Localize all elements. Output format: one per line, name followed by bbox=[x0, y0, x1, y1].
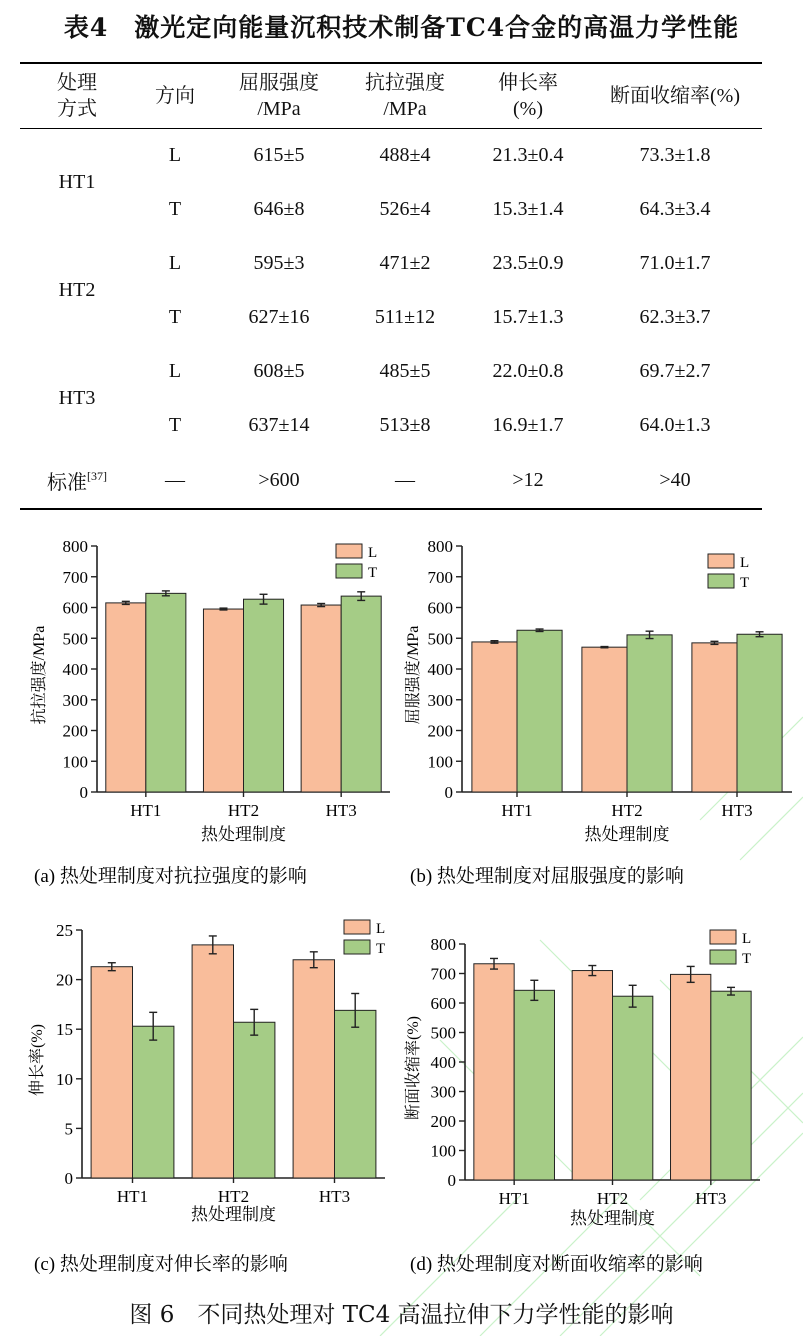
y-tick-label: 700 bbox=[427, 567, 453, 587]
x-tick-label: HT2 bbox=[217, 1187, 250, 1206]
legend-label-L: L bbox=[376, 921, 386, 937]
bar-L-HT2 bbox=[572, 971, 612, 1180]
table-title: 表4 激光定向能量沉积技术制备TC4合金的高温力学性能 bbox=[63, 13, 740, 42]
legend-label-T: T bbox=[740, 575, 750, 591]
x-tick-label: HT3 bbox=[721, 801, 753, 820]
cell-yield: 608±5 bbox=[253, 359, 305, 382]
bar-T-HT1 bbox=[517, 630, 562, 792]
cell-reduction: 64.0±1.3 bbox=[639, 413, 711, 436]
panel-caption: (a) 热处理制度对抗拉强度的影响 bbox=[34, 866, 307, 887]
y-tick-label: 500 bbox=[427, 629, 453, 649]
legend-label-T: T bbox=[376, 941, 386, 957]
chart-d-reduction bbox=[400, 910, 803, 1290]
panel-caption: (c) 热处理制度对伸长率的影响 bbox=[34, 1254, 288, 1275]
table-row bbox=[20, 344, 762, 398]
x-tick-label: HT2 bbox=[596, 1189, 629, 1208]
header-reduction: 断面收缩率(%) bbox=[588, 64, 762, 128]
y-tick-label: 800 bbox=[430, 935, 456, 954]
table-header-row bbox=[20, 64, 762, 128]
header-tensile: 抗拉强度 /MPa bbox=[342, 64, 468, 128]
cell-tensile: 511±12 bbox=[374, 305, 436, 328]
cell-tensile: 471±2 bbox=[379, 251, 431, 274]
y-tick-label: 600 bbox=[62, 598, 88, 618]
y-tick-label: 100 bbox=[427, 752, 453, 772]
y-axis-label: 抗拉强度/MPa bbox=[31, 625, 48, 725]
bar-L-HT1 bbox=[472, 642, 517, 792]
cell-tensile: — bbox=[395, 468, 415, 491]
cell-elongation: 15.3±1.4 bbox=[492, 197, 564, 220]
x-tick-label: HT1 bbox=[501, 801, 533, 820]
y-tick-label: 600 bbox=[430, 994, 456, 1013]
cell-direction: L bbox=[168, 143, 182, 166]
bar-L-HT2 bbox=[192, 945, 233, 1178]
table-row bbox=[20, 128, 762, 182]
legend-swatch-L bbox=[336, 544, 362, 558]
standard-row bbox=[20, 452, 762, 508]
bar-L-HT1 bbox=[91, 967, 132, 1178]
y-tick-label: 15 bbox=[56, 1020, 73, 1040]
y-axis-label: 屈服强度/MPa bbox=[405, 625, 422, 725]
bar-L-HT3 bbox=[301, 605, 341, 792]
y-tick-label: 400 bbox=[430, 1053, 456, 1072]
panel-caption: (d) 热处理制度对断面收缩率的影响 bbox=[410, 1254, 703, 1275]
chart-a-tensile bbox=[0, 530, 400, 890]
bar-L-HT2 bbox=[203, 609, 243, 792]
cell-yield: 615±5 bbox=[253, 143, 305, 166]
x-tick-label: HT3 bbox=[318, 1187, 351, 1206]
chart-c-elongation bbox=[0, 910, 400, 1290]
bar-T-HT2 bbox=[234, 1022, 275, 1178]
x-tick-label: HT3 bbox=[325, 801, 357, 820]
y-tick-label: 25 bbox=[56, 921, 73, 940]
bar-T-HT3 bbox=[711, 991, 751, 1180]
y-tick-label: 10 bbox=[56, 1069, 73, 1089]
cell-elongation: 22.0±0.8 bbox=[492, 359, 564, 382]
bar-T-HT3 bbox=[341, 596, 381, 792]
standard-label: 标准[37] bbox=[47, 468, 107, 494]
cell-tensile: 526±4 bbox=[379, 197, 431, 220]
x-tick-label: HT2 bbox=[227, 801, 260, 820]
legend-swatch-T bbox=[344, 940, 370, 954]
bar-T-HT2 bbox=[244, 599, 284, 792]
y-tick-label: 200 bbox=[62, 721, 88, 741]
y-tick-label: 500 bbox=[430, 1023, 456, 1043]
cell-reduction: 62.3±3.7 bbox=[639, 305, 711, 328]
x-axis-label: 热处理制度 bbox=[191, 1205, 276, 1224]
x-tick-label: HT1 bbox=[116, 1187, 149, 1206]
bar-T-HT1 bbox=[146, 593, 186, 792]
x-tick-label: HT1 bbox=[498, 1189, 530, 1208]
bar-T-HT3 bbox=[335, 1010, 376, 1178]
group-label: HT1 bbox=[58, 170, 96, 193]
cell-reduction: 69.7±2.7 bbox=[639, 359, 711, 382]
y-tick-label: 300 bbox=[430, 1082, 456, 1102]
legend-label-T: T bbox=[368, 565, 378, 581]
y-tick-label: 200 bbox=[427, 721, 453, 741]
table-row bbox=[20, 236, 762, 290]
legend-swatch-T bbox=[336, 564, 362, 578]
bar-L-HT1 bbox=[106, 603, 146, 792]
cell-yield: 637±14 bbox=[248, 413, 310, 436]
cell-elongation: 15.7±1.3 bbox=[492, 305, 564, 328]
legend-label-L: L bbox=[368, 545, 378, 561]
y-tick-label: 0 bbox=[64, 1169, 73, 1188]
cell-tensile: 513±8 bbox=[379, 413, 431, 436]
y-tick-label: 500 bbox=[62, 629, 88, 649]
bar-L-HT3 bbox=[692, 643, 737, 792]
y-tick-label: 300 bbox=[427, 690, 453, 710]
bar-L-HT1 bbox=[474, 964, 514, 1180]
bar-T-HT2 bbox=[627, 635, 672, 792]
y-tick-label: 20 bbox=[56, 970, 73, 990]
x-tick-label: HT1 bbox=[130, 801, 162, 820]
y-tick-label: 300 bbox=[62, 690, 88, 710]
header-treatment: 处理 方式 bbox=[20, 64, 134, 128]
y-axis-label: 断面收缩率(%) bbox=[405, 1016, 422, 1120]
cell-yield: 627±16 bbox=[248, 305, 310, 328]
y-tick-label: 700 bbox=[62, 567, 88, 587]
cell-yield: 646±8 bbox=[253, 197, 305, 220]
cell-reduction: 73.3±1.8 bbox=[639, 143, 711, 166]
cell-elongation: 21.3±0.4 bbox=[492, 143, 564, 166]
group-label: HT3 bbox=[58, 386, 96, 409]
y-tick-label: 200 bbox=[430, 1112, 456, 1131]
bar-T-HT1 bbox=[514, 990, 554, 1180]
y-tick-label: 400 bbox=[427, 660, 453, 679]
cell-elongation: 16.9±1.7 bbox=[492, 413, 564, 436]
reference-mark: [37] bbox=[87, 468, 107, 483]
bar-T-HT1 bbox=[133, 1026, 174, 1178]
x-axis-label: 热处理制度 bbox=[201, 825, 286, 844]
cell-reduction: 71.0±1.7 bbox=[639, 251, 711, 274]
cell-yield: 595±3 bbox=[253, 251, 305, 274]
cell-elongation: 23.5±0.9 bbox=[492, 251, 564, 274]
x-tick-label: HT3 bbox=[695, 1189, 727, 1208]
y-tick-label: 5 bbox=[64, 1119, 73, 1139]
y-tick-label: 800 bbox=[427, 537, 453, 556]
header-yield: 屈服强度 /MPa bbox=[216, 64, 342, 128]
group-label: HT2 bbox=[58, 278, 96, 301]
legend-swatch-L bbox=[344, 920, 370, 934]
cell-reduction: >40 bbox=[659, 468, 691, 491]
cell-tensile: 488±4 bbox=[379, 143, 431, 166]
legend-swatch-L bbox=[708, 554, 734, 568]
y-tick-label: 100 bbox=[62, 752, 88, 772]
legend-label-L: L bbox=[742, 931, 752, 947]
legend-label-T: T bbox=[742, 951, 752, 967]
bar-L-HT2 bbox=[582, 647, 627, 792]
cell-direction: L bbox=[168, 359, 182, 382]
cell-direction: T bbox=[168, 413, 182, 436]
x-axis-label: 热处理制度 bbox=[570, 1209, 655, 1228]
cell-direction: L bbox=[168, 251, 182, 274]
properties-table bbox=[20, 64, 762, 508]
y-tick-label: 0 bbox=[447, 1171, 456, 1190]
bar-T-HT3 bbox=[737, 634, 782, 792]
bar-L-HT3 bbox=[671, 974, 711, 1180]
y-tick-label: 400 bbox=[62, 660, 88, 679]
legend-swatch-T bbox=[710, 950, 736, 964]
table-bottom-rule bbox=[20, 508, 762, 510]
header-elongation: 伸长率 (%) bbox=[468, 64, 588, 128]
cell-direction: — bbox=[165, 468, 185, 491]
header-direction: 方向 bbox=[134, 64, 216, 128]
cell-reduction: 64.3±3.4 bbox=[639, 197, 711, 220]
bar-T-HT2 bbox=[613, 996, 653, 1180]
figure-caption: 图 6 不同热处理对 TC4 高温拉伸下力学性能的影响 bbox=[129, 1302, 674, 1328]
x-axis-label: 热处理制度 bbox=[584, 825, 670, 844]
cell-tensile: 485±5 bbox=[379, 359, 431, 382]
x-tick-label: HT2 bbox=[611, 801, 643, 820]
legend-swatch-T bbox=[708, 574, 734, 588]
y-tick-label: 800 bbox=[62, 537, 88, 556]
cell-direction: T bbox=[168, 197, 182, 220]
y-tick-label: 0 bbox=[79, 783, 88, 802]
panel-caption: (b) 热处理制度对屈服强度的影响 bbox=[410, 866, 684, 887]
y-tick-label: 0 bbox=[444, 783, 453, 802]
y-tick-label: 600 bbox=[427, 598, 453, 618]
bar-L-HT3 bbox=[293, 960, 334, 1178]
legend-swatch-L bbox=[710, 930, 736, 944]
chart-b-yield bbox=[400, 530, 803, 890]
legend-label-L: L bbox=[740, 555, 750, 571]
cell-direction: T bbox=[168, 305, 182, 328]
cell-yield: >600 bbox=[258, 468, 300, 491]
y-tick-label: 700 bbox=[430, 964, 456, 984]
cell-elongation: >12 bbox=[512, 468, 544, 491]
y-tick-label: 100 bbox=[430, 1141, 456, 1161]
y-axis-label: 伸长率(%) bbox=[29, 1024, 46, 1096]
